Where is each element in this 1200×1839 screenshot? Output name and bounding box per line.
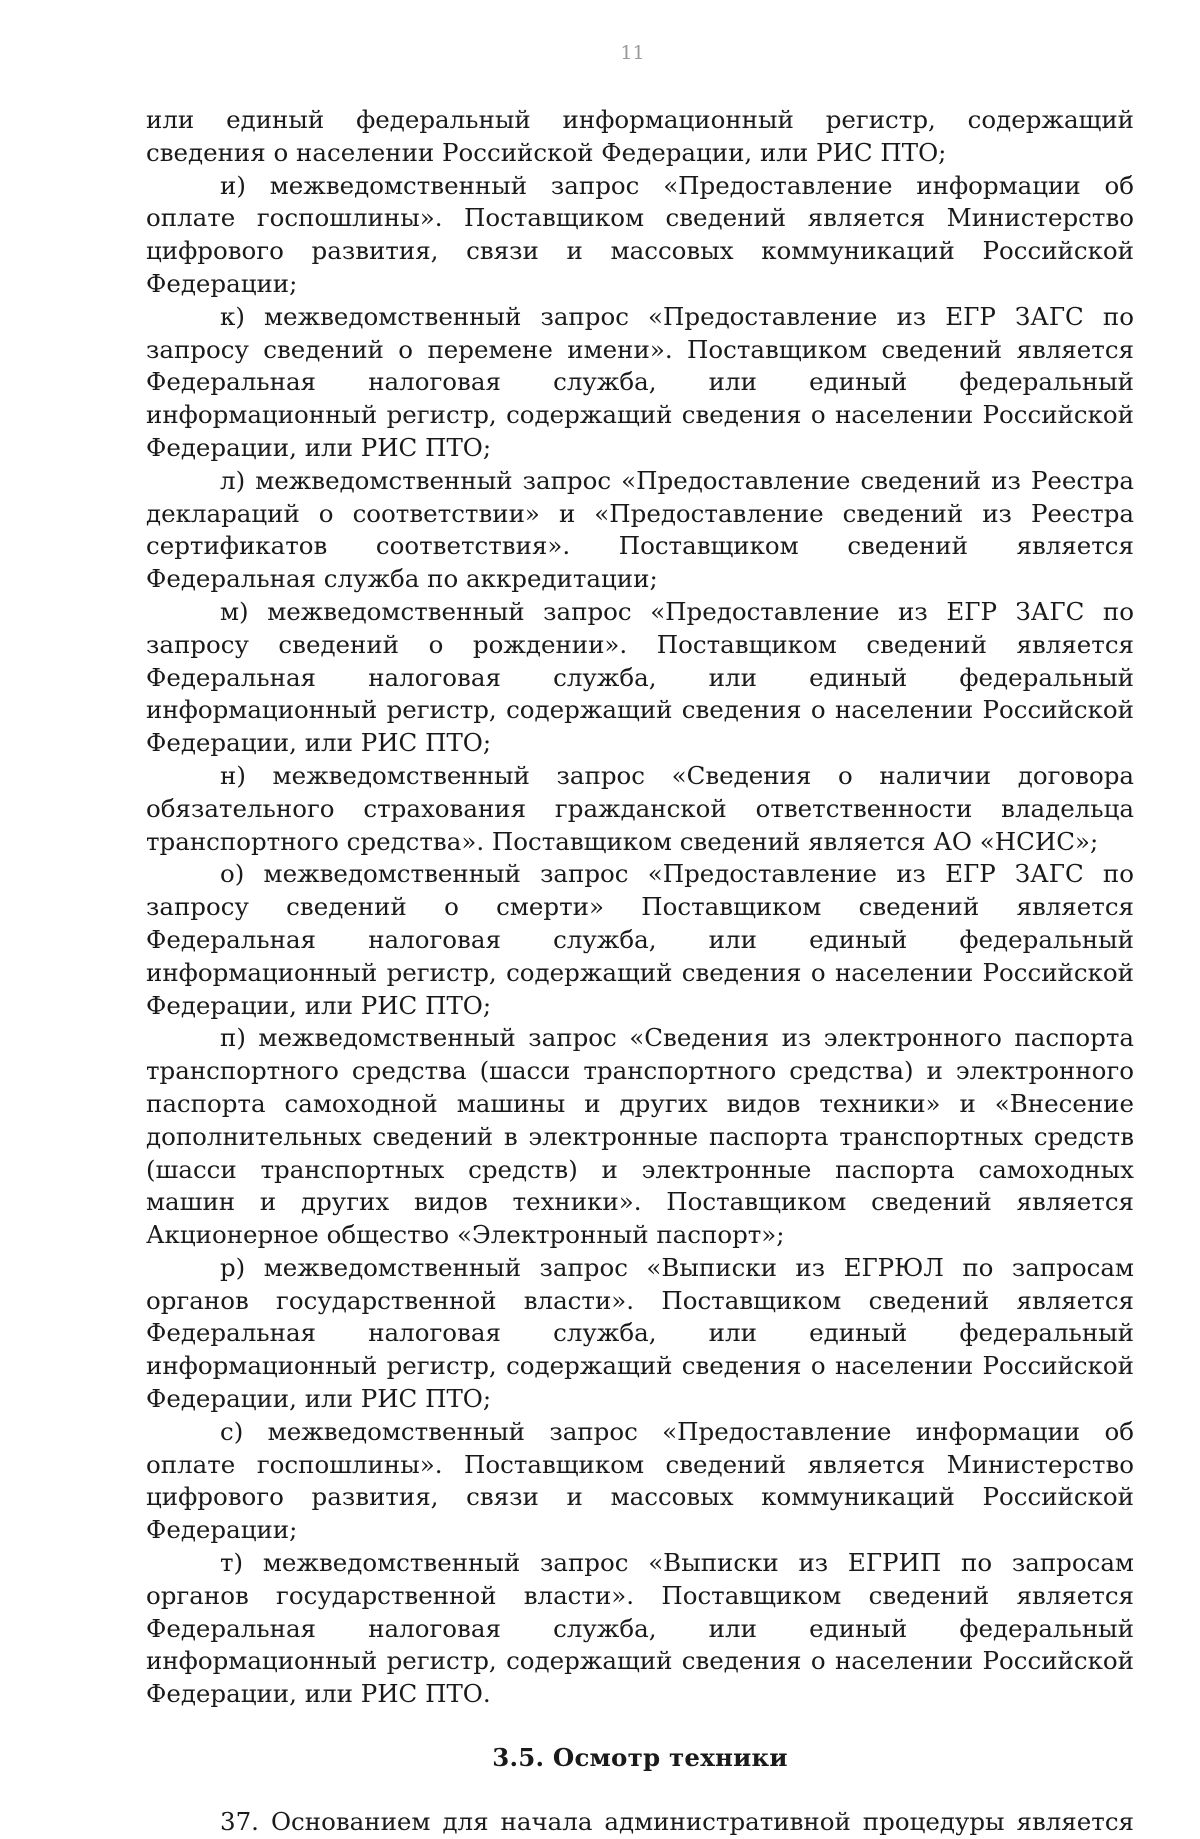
document-body bbox=[146, 104, 1134, 1839]
paragraph-n: н) межведомственный запрос «Сведения о наличии договора обязательного страхования гражданской ответственности владельца транспортного средства». Поставщиком сведений является АО «НСИС»; bbox=[146, 760, 1134, 856]
paragraph-o: о) межведомственный запрос «Предоставление из ЕГР ЗАГС по запросу сведений о смерти» Поставщиком сведений является Федеральная налоговая служба, или единый федеральный информационный регистр, содержащий сведения о населении Российской Федерации, или РИС ПТО; bbox=[146, 859, 1134, 1020]
paragraph-m: м) межведомственный запрос «Предоставление из ЕГР ЗАГС по запросу сведений о рождении». Поставщиком сведений является Федеральная налоговая служба, или единый федеральный информационный регистр, содержащий сведения о населении Российской Федерации, или РИС ПТО; bbox=[146, 596, 1134, 758]
page-number: 11 bbox=[620, 42, 645, 64]
paragraph-continuation: или единый федеральный информационный регистр, содержащий сведения о населении Российской Федерации, или РИС ПТО; bbox=[146, 105, 1134, 167]
paragraph-t: т) межведомственный запрос «Выписки из ЕГРИП по запросам органов государственной власти». Поставщиком сведений является Федеральная налоговая служба, или единый федеральный информационный регистр, содержащий сведения о населении Российской Федерации, или РИС ПТО. bbox=[146, 1548, 1134, 1709]
section-heading: 3.5. Осмотр техники bbox=[492, 1743, 788, 1773]
paragraph-i: и) межведомственный запрос «Предоставление информации об оплате госпошлины». Поставщиком сведений является Министерство цифрового развития, связи и массовых коммуникаций Российской Федерации; bbox=[146, 170, 1134, 298]
paragraph-l: л) межведомственный запрос «Предоставление сведений из Реестра деклараций о соответствии» и «Предоставление сведений из Реестра сертификатов соответствия». Поставщиком сведений является Федеральная служба по аккредитации; bbox=[146, 465, 1134, 594]
paragraph-k: к) межведомственный запрос «Предоставление из ЕГР ЗАГС по запросу сведений о перемене имени». Поставщиком сведений является Федеральная налоговая служба, или единый федеральный информационный регистр, содержащий сведения о населении Российской Федерации, или РИС ПТО; bbox=[146, 301, 1134, 462]
paragraph-r: р) межведомственный запрос «Выписки из ЕГРЮЛ по запросам органов государственной власти». Поставщиком сведений является Федеральная налоговая служба, или единый федеральный информационный регистр, содержащий сведения о населении Российской Федерации, или РИС ПТО; bbox=[146, 1252, 1134, 1414]
paragraph-p: п) межведомственный запрос «Сведения из электронного паспорта транспортного средства (шасси транспортного средства) и электронного паспорта самоходной машины и других видов техники» и «Внесение дополнительных сведений в электронные паспорта транспортных средств (шасси транспортных средств) и электронные паспорта самоходных машин и других видов техники». Поставщиком сведений является Акционерное общество «Электронный паспорт»; bbox=[146, 1023, 1134, 1250]
paragraph-37: 37. Основанием для начала административной процедуры является bbox=[220, 1806, 1134, 1836]
paragraph-s: с) межведомственный запрос «Предоставление информации об оплате госпошлины». Поставщиком сведений является Министерство цифрового развития, связи и массовых коммуникаций Российской Федерации; bbox=[146, 1416, 1134, 1545]
